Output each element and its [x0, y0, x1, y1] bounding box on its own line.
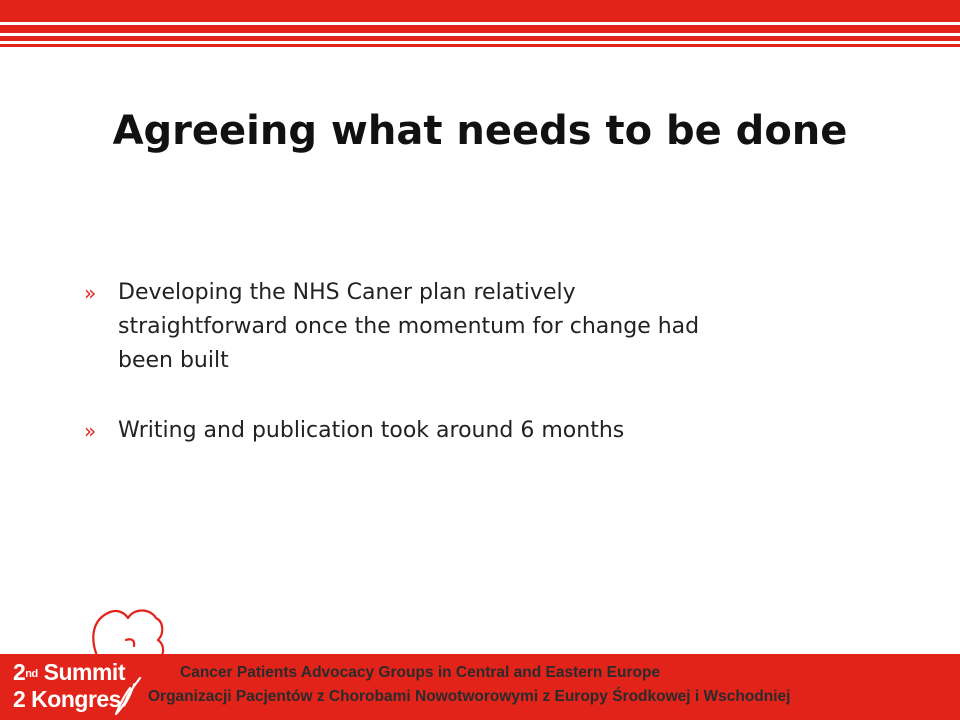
bullet-text: Developing the NHS Caner plan relatively straightforward once the momentum for change had been built [118, 280, 700, 373]
kongres-line: 2 Kongres [13, 686, 121, 712]
bullet-marker: » [84, 419, 97, 443]
organization-name-english: Cancer Patients Advocacy Groups in Central and Eastern Europe [180, 664, 661, 681]
slide-title: Agreeing what needs to be done [112, 108, 848, 154]
summit-number: 2 [13, 659, 26, 685]
bullet-text: Writing and publication took around 6 months [118, 418, 625, 443]
bullet-item [84, 414, 724, 448]
summit-word: Summit [43, 659, 125, 685]
summit-suffix: nd [25, 668, 38, 680]
bullet-list [84, 276, 724, 448]
bullet-marker: » [84, 281, 97, 305]
summit-label [13, 659, 125, 713]
top-stripe-band [0, 0, 960, 48]
bullet-item [84, 276, 724, 378]
summit-line [13, 659, 125, 686]
organization-name-polish: Organizacji Pacjentów z Chorobami Nowotworowymi z Europy Środkowej i Wschodniej [148, 688, 791, 705]
